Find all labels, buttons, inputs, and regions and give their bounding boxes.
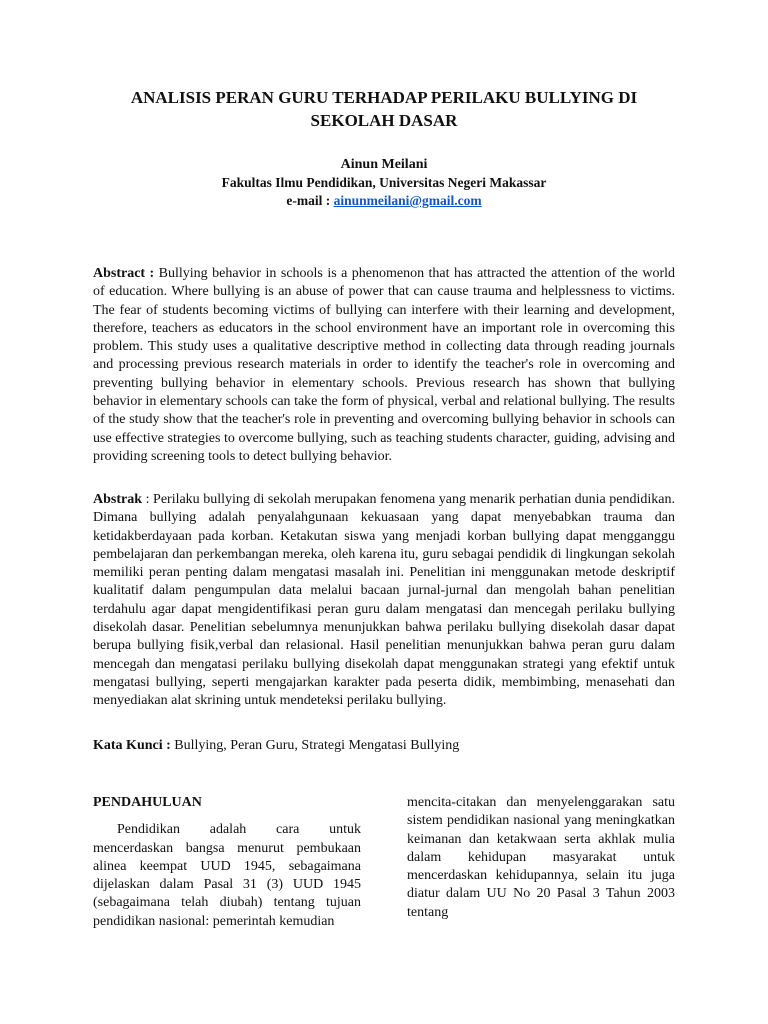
intro-paragraph-right: mencita-citakan dan menyelenggarakan satu sistem pendidikan nasional yang meningkatkan keimanan dan ketakwaan serta akhlak mulia dalam kehidupan masyarakat untuk mencerdaskan kehidupannya, selain itu juga diatur dalam UU No 20 Pasal 3 Tahun 2003 tentang (407, 795, 675, 920)
abstract-indonesian-text: : Perilaku bullying di sekolah merupakan fenomena yang menarik perhatian dunia pendidikan. Dimana bullying adalah penyalahgunaan kekuasaan yang dapat menyebabkan trauma dan ketidakberdayaan pada korban. Ketakutan siswa yang menjadi korban bullying dapat mengganggu pembelajaran dan perkembangan mereka, oleh karena itu, guru sebagai pendidik di lingkungan sekolah memiliki peran penting dalam mengatasi masalah ini. Penelitian ini menggunakan metode deskriptif kualitatif dalam pengumpulan data melalui bacaan jurnal-jurnal dan mengolah bahan penelitian terdahulu agar dapat mengidentifikasi peran guru dalam mengatasi dan mencegah perilaku bullying disekolah dasar. Penelitian sebelumnya menunjukkan bahwa perilaku bullying disekolah dasar dapat berupa bullying fisik,verbal dan relasional. Hasil penelitian menunjukkan bahwa peran guru dalam mencegah dan mengatasi perilaku bullying disekolah dapat menggunakan strategi yang efektif untuk mengatasi bullying, seperti mengajarkan karakter pada peserta didik, membimbing, menasehati dan menyediakan alat skrining untuk mendeteksi perilaku bullying. (93, 492, 675, 709)
abstract-indonesian-label: Abstrak (93, 492, 143, 507)
abstract-indonesian (93, 491, 675, 711)
author-name: Ainun Meilani (340, 157, 428, 172)
keywords-label: Kata Kunci : (93, 738, 171, 753)
author-block (90, 156, 678, 210)
section-heading-pendahuluan: PENDAHULUAN (93, 795, 202, 810)
keywords (93, 737, 675, 755)
author-affiliation: Fakultas Ilmu Pendidikan, Universitas Negeri Makassar (221, 175, 547, 190)
author-email-line (90, 192, 678, 210)
intro-paragraph-left: Pendidikan adalah cara untuk mencerdaskan bangsa menurut pembukaan alinea keempat UUD 1945, sebagaimana dijelaskan dalam Pasal 31 (3) UUD 1945 (sebagaimana telah diubah) tentang tujuan pendidikan nasional: pemerintah kemudian (93, 822, 361, 929)
email-link[interactable]: ainunmeilani@gmail.com (333, 193, 482, 208)
paper-title: ANALISIS PERAN GURU TERHADAP PERILAKU BULLYING DI SEKOLAH DASAR (130, 88, 638, 130)
right-column (407, 794, 675, 922)
keywords-text: Bullying, Peran Guru, Strategi Mengatasi Bullying (170, 738, 460, 753)
email-label: e-mail : (286, 193, 334, 208)
abstract-english-text: Bullying behavior in schools is a phenomenon that has attracted the attention of the world of education. Where bullying is an abuse of power that can cause trauma and helplessness to victims. The fear of students becoming victims of bullying can interfere with their learning and development, therefore, teachers as educators in the school environment have an important role in overcoming this problem. This study uses a qualitative descriptive method in collecting data through reading journals and processing previous research materials in order to identify the teacher's role in overcoming and preventing bullying behavior in elementary schools. Previous research has shown that bullying behavior in elementary schools can take the form of physical, verbal and relational bullying. The results of the study show that the teacher's role in preventing and overcoming bullying behavior in schools can use effective strategies to overcome bullying, such as teaching students character, guiding, advising and providing screening tools to detect bullying behavior. (93, 266, 676, 464)
abstract-english-label: Abstract : (93, 266, 155, 281)
abstract-english (93, 265, 675, 466)
left-column (93, 794, 361, 931)
